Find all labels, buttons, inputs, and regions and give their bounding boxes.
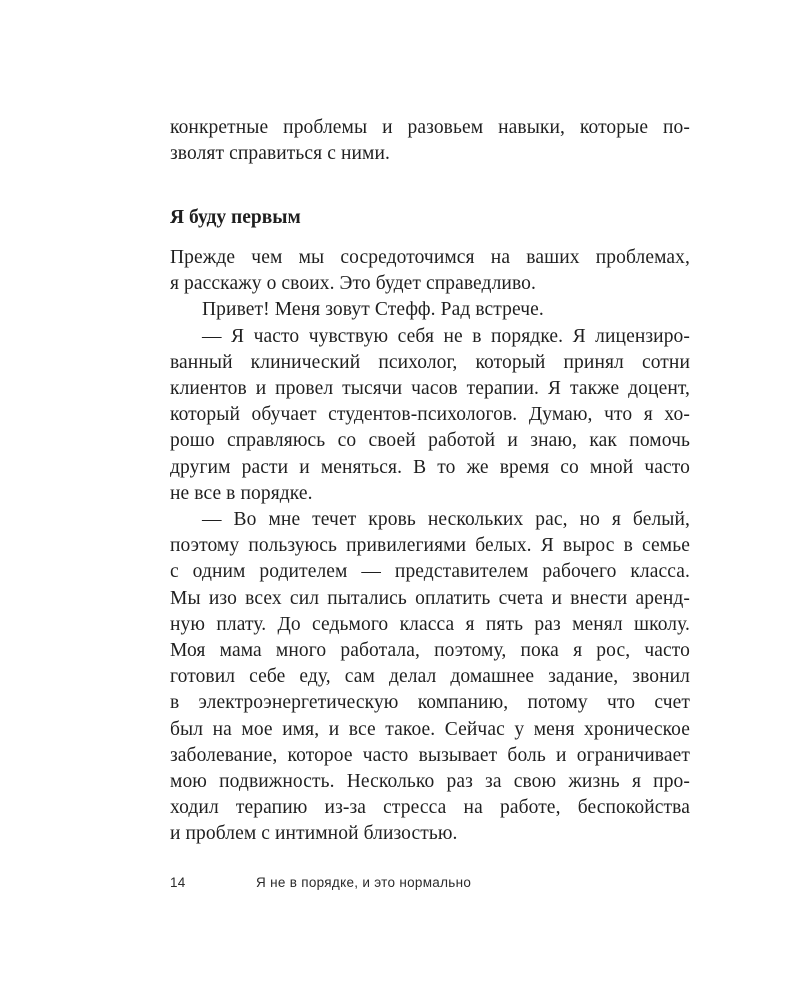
page-number: 14 <box>170 875 186 890</box>
text-line: и проблем с интимной близостью. <box>170 823 458 845</box>
text-line: ванный клинический психолог, который принял сотни <box>170 351 690 373</box>
text-line: поэтому пользуюсь привилегиями белых. Я вырос в семье <box>170 535 690 557</box>
text-line: ходил терапию из-за стресса на работе, беспокойства <box>170 797 690 819</box>
text-line: готовил себе еду, сам делал домашнее задание, звонил <box>170 666 690 688</box>
text-line: в электроэнергетическую компанию, потому что счет <box>170 692 690 714</box>
text-line: был на мое имя, и все такое. Сейчас у меня хроническое <box>170 718 690 740</box>
text-line: — Я часто чувствую себя не в порядке. Я лицензиро- <box>202 325 690 347</box>
text-line: — Во мне течет кровь нескольких рас, но я белый, <box>202 509 690 531</box>
text-line: Прежде чем мы сосредоточимся на ваших проблемах, <box>170 247 690 268</box>
text-line: зволят справиться с ними. <box>170 143 390 165</box>
text-line: Моя мама много работала, поэтому, пока я рос, часто <box>170 640 690 662</box>
text-line: не все в порядке. <box>170 482 313 504</box>
text-line: конкретные проблемы и разовьем навыки, которые по- <box>170 117 690 138</box>
section-heading: Я буду первым <box>170 207 301 228</box>
text-line: рошо справляюсь со своей работой и знаю, как помочь <box>170 430 690 452</box>
text-line: клиентов и провел тысячи часов терапии. Я также доцент, <box>170 378 690 400</box>
text-line: с одним родителем — представителем рабочего класса. <box>170 561 690 583</box>
text-line: Мы изо всех сил пытались оплатить счета и внести аренд- <box>170 587 690 609</box>
text-line: который обучает студентов-психологов. Думаю, что я хо- <box>170 404 690 426</box>
running-title: Я не в порядке, и это нормально <box>256 875 472 890</box>
text-line: я расскажу о своих. Это будет справедливо. <box>170 273 536 295</box>
text-line: мою подвижность. Несколько раз за свою жизнь я про- <box>170 771 690 793</box>
intro-paragraph <box>170 115 690 167</box>
body-text <box>170 245 690 848</box>
text-line: заболевание, которое часто вызывает боль и ограничивает <box>170 744 690 766</box>
text-line: Привет! Меня зовут Стефф. Рад встрече. <box>202 299 544 321</box>
text-line: другим расти и меняться. В то же время со мной часто <box>170 456 690 478</box>
text-line: ную плату. До седьмого класса я пять раз менял школу. <box>170 613 690 635</box>
